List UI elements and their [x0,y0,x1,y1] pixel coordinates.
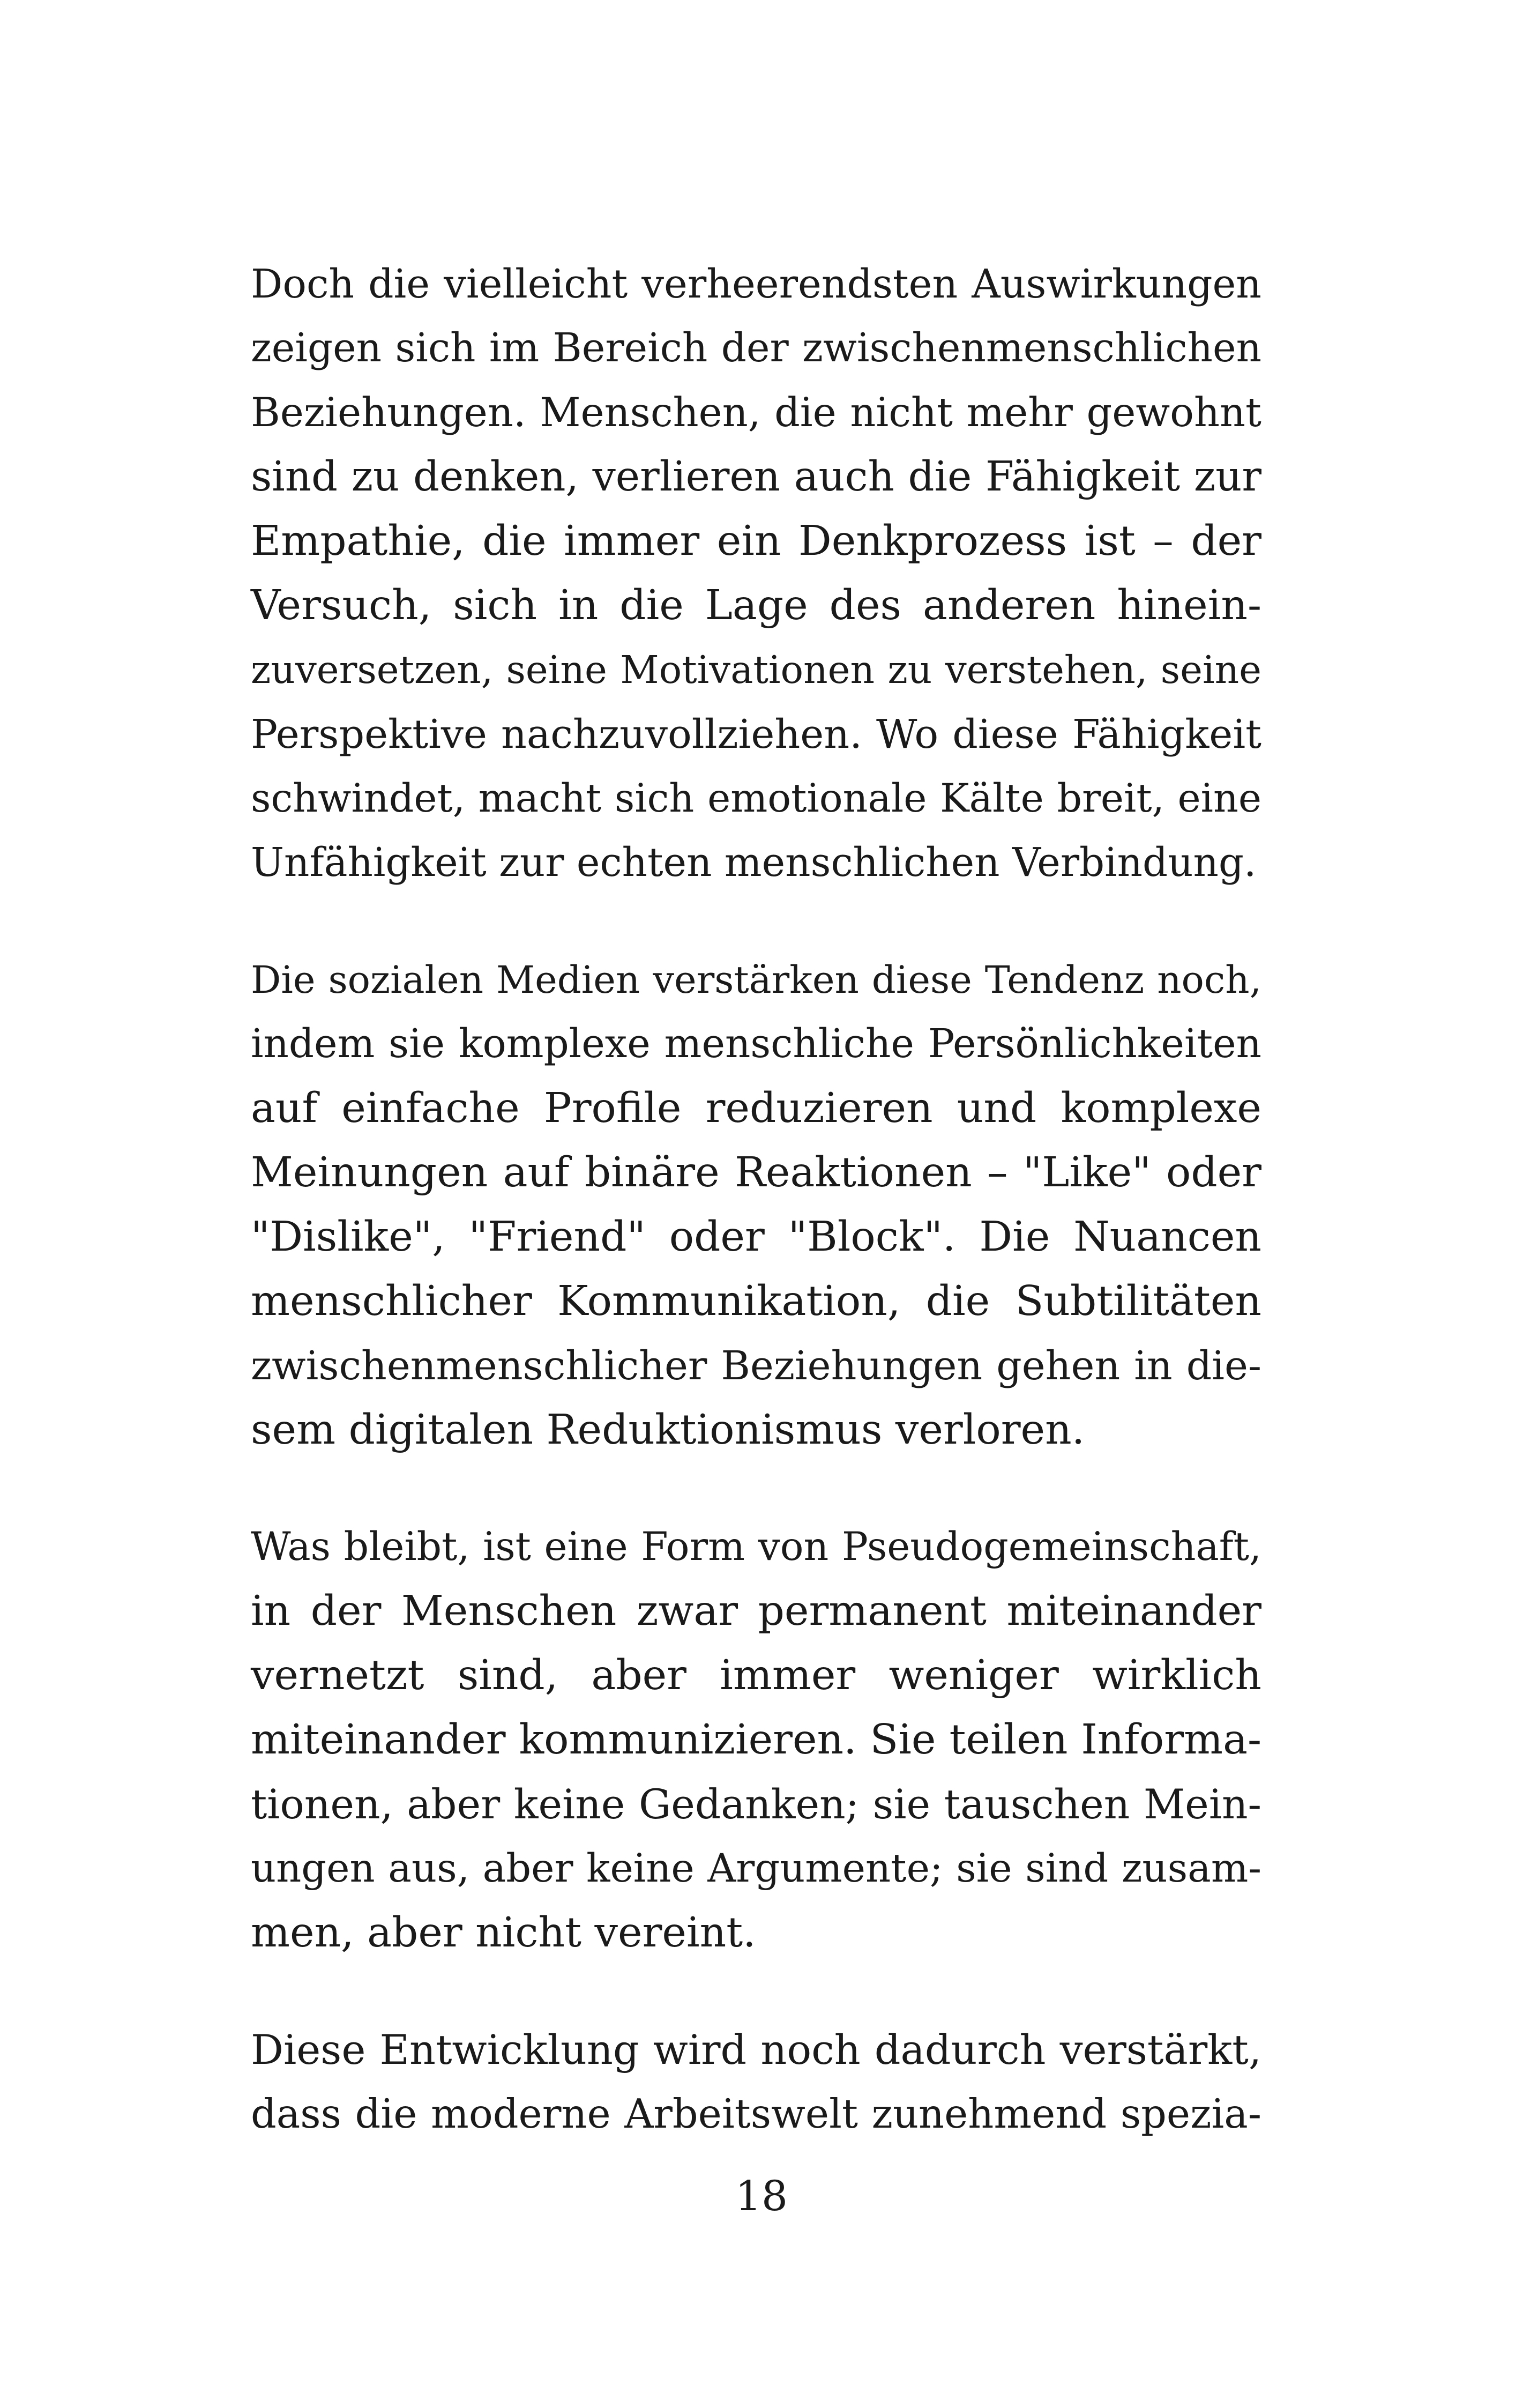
text-line: auf einfache Profile reduzieren und komplexe [251,1084,1261,1132]
text-line: Beziehungen. Menschen, die nicht mehr gewohnt [251,389,1261,436]
text-line: zwischenmenschlicher Beziehungen gehen in die- [251,1342,1261,1389]
body-text [251,252,1261,2199]
text-line: vernetzt sind, aber immer weniger wirklich [251,1652,1261,1699]
text-line: dass die moderne Arbeitswelt zunehmend spezia- [251,2091,1261,2137]
text-line: Unfähigkeit zur echten menschlichen Verbindung. [251,840,1257,886]
text-line: men, aber nicht vereint. [251,1909,756,1957]
paragraph-1 [251,252,1261,895]
paragraph-4 [251,2018,1261,2146]
paragraph-2 [251,948,1261,1462]
text-line: tionen, aber keine Gedanken; sie tauschen Mein- [251,1781,1261,1828]
text-line: Doch die vielleicht verheerendsten Auswirkungen [251,261,1261,307]
page-number: 18 [735,2173,788,2220]
text-line: schwindet, macht sich emotionale Kälte breit, eine [251,776,1261,821]
text-line: in der Menschen zwar permanent miteinander [251,1587,1261,1635]
text-line: sind zu denken, verlieren auch die Fähigkeit zur [251,453,1261,501]
text-line: Empathie, die immer ein Denkprozess ist – der [251,517,1261,565]
text-line: Die sozialen Medien verstärken diese Tendenz noch, [251,958,1261,1002]
text-line: ungen aus, aber keine Argumente; sie sind zusam- [251,1846,1261,1891]
text-line: Versuch, sich in die Lage des anderen hinein- [251,582,1261,629]
text-line: Perspektive nachzuvollziehen. Wo diese Fähigkeit [251,711,1261,757]
text-line: miteinander kommunizieren. Sie teilen Informa- [251,1716,1261,1764]
text-line: menschlicher Kommunikation, die Subtilitäten [251,1277,1261,1325]
text-line: Diese Entwicklung wird noch dadurch verstärkt, [251,2026,1261,2073]
text-line: zeigen sich im Bereich der zwischenmenschlichen [251,325,1261,371]
text-line: indem sie komplexe menschliche Persönlichkeiten [251,1021,1261,1067]
text-line: sem digitalen Reduktionismus verloren. [251,1406,1085,1454]
paragraph-3 [251,1515,1261,1965]
text-line: Was bleibt, ist eine Form von Pseudogemeinschaft, [251,1525,1261,1570]
text-line: zuversetzen, seine Motivationen zu verstehen, seine [251,648,1261,692]
text-line: "Dislike", "Friend" oder "Block". Die Nuancen [251,1213,1261,1261]
text-line: Meinungen auf binäre Reaktionen – "Like" oder [251,1149,1261,1196]
